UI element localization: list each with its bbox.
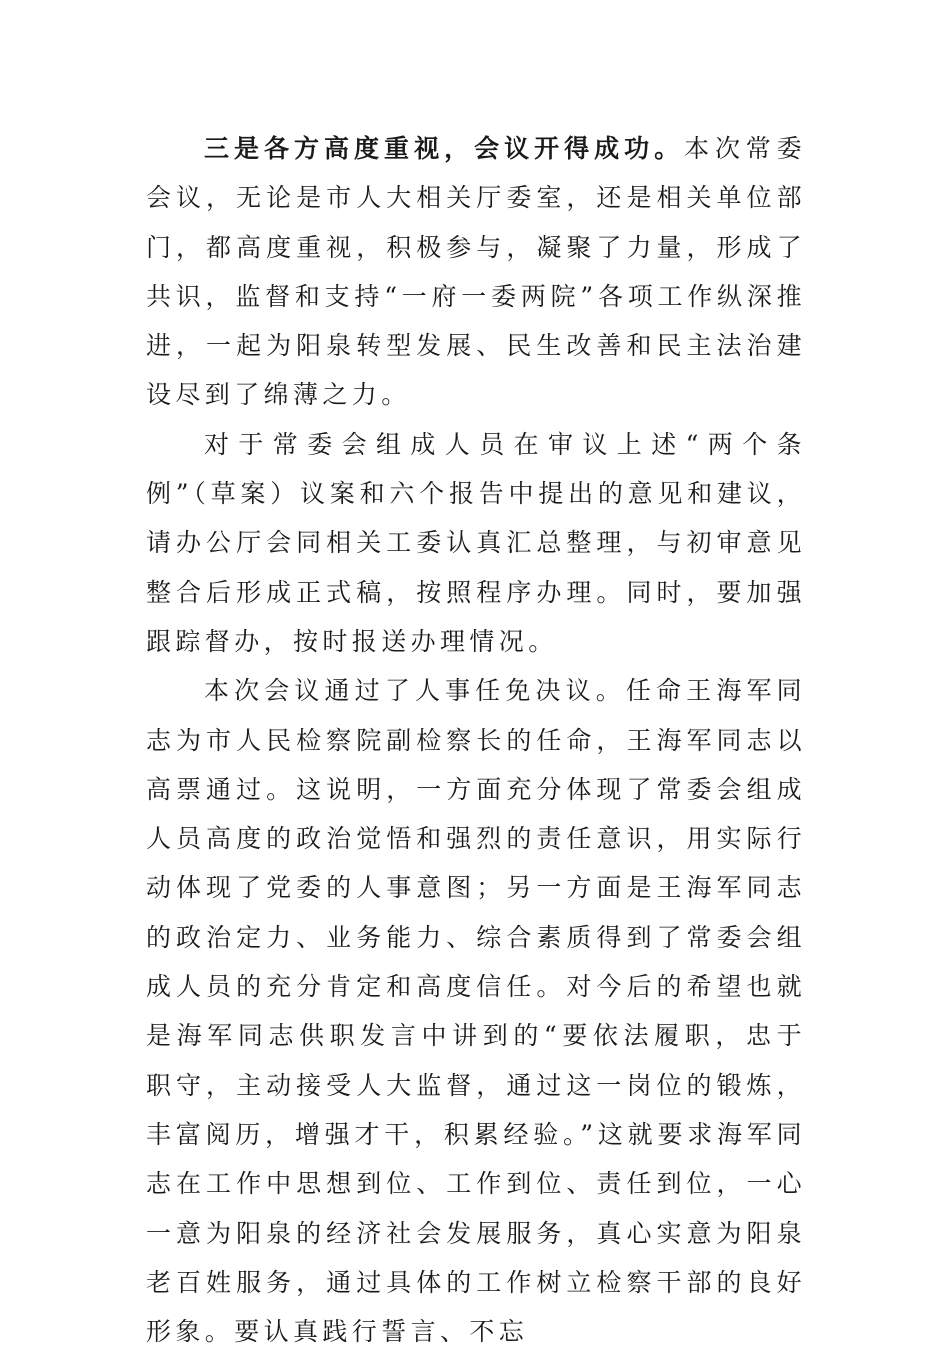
paragraph-2 xyxy=(146,420,806,666)
document-body xyxy=(146,124,806,1356)
paragraph-1-lead: 三是各方高度重视，会议开得成功。 xyxy=(204,134,685,163)
paragraph-2-text: 对于常委会组成人员在审议上述“两个条例”（草案）议案和六个报告中提出的意见和建议，请办公厅会同相关工委认真汇总整理，与初审意见整合后形成正式稿，按照程序办理。同时，要加强跟踪督办，按时报送办理情况。 xyxy=(146,429,806,656)
paragraph-1-text: 本次常委会议，无论是市人大相关厅委室，还是相关单位部门，都高度重视，积极参与，凝聚了力量，形成了共识，监督和支持“一府一委两院”各项工作纵深推进，一起为阳泉转型发展、民生改善和民主法治建设尽到了绵薄之力。 xyxy=(146,134,806,410)
paragraph-3 xyxy=(146,666,806,1356)
paragraph-1 xyxy=(146,124,806,420)
paragraph-3-text: 本次会议通过了人事任免决议。任命王海军同志为市人民检察院副检察长的任命，王海军同志以高票通过。这说明，一方面充分体现了常委会组成人员高度的政治觉悟和强烈的责任意识，用实际行动体现了党委的人事意图；另一方面是王海军同志的政治定力、业务能力、综合素质得到了常委会组成人员的充分肯定和高度信任。对今后的希望也就是海军同志供职发言中讲到的“要依法履职，忠于职守，主动接受人大监督，通过这一岗位的锻炼，丰富阅历，增强才干，积累经验。”这就要求海军同志在工作中思想到位、工作到位、责任到位，一心一意为阳泉的经济社会发展服务，真心实意为阳泉老百姓服务，通过具体的工作树立检察干部的良好形象。要认真践行誓言、不忘 xyxy=(146,676,806,1347)
